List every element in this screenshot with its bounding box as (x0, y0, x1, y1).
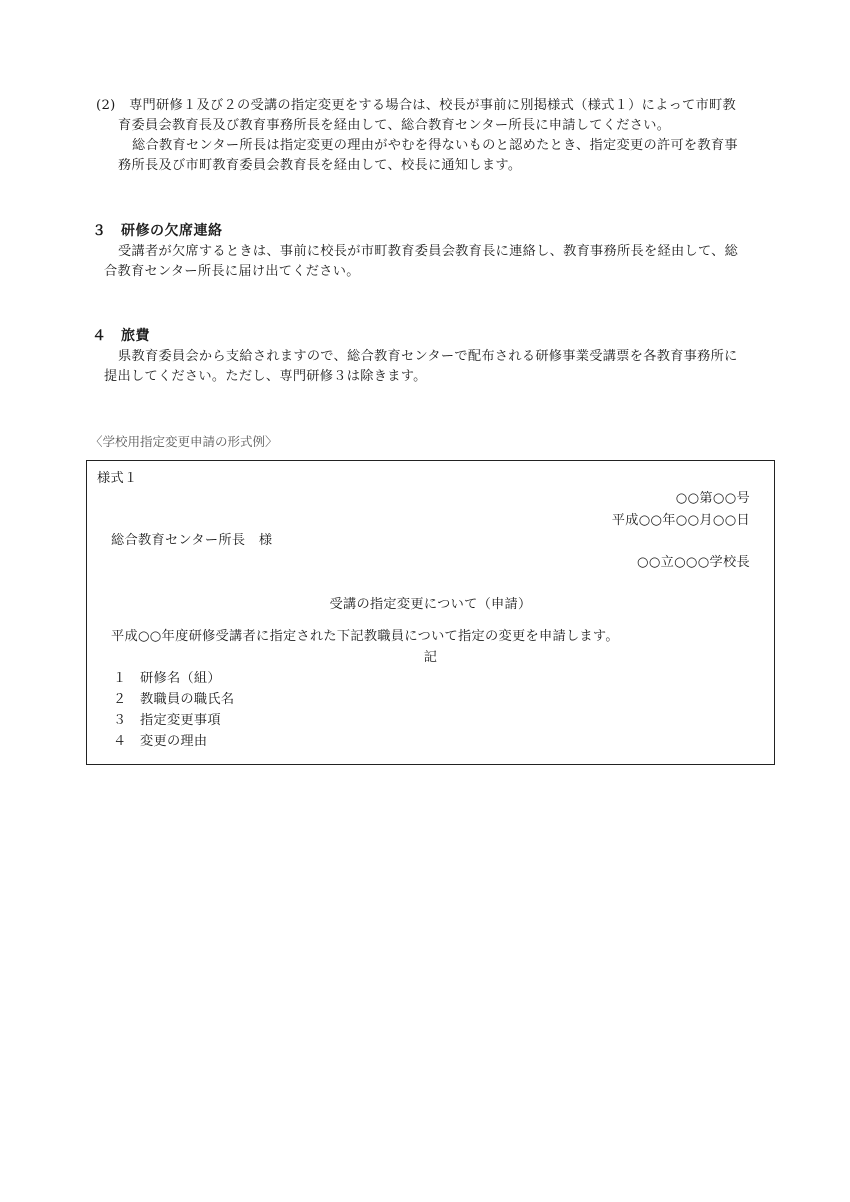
form-sender: ○○立○○○学校長 (637, 555, 750, 570)
section4-heading: ４ 旅費 (92, 328, 150, 344)
form-example-box (86, 460, 775, 765)
form-addressee: 総合教育センター所長 様 (111, 533, 273, 548)
form-style-label: 様式１ (97, 471, 138, 486)
form-item: ２ 教職員の職氏名 (113, 692, 235, 707)
section3-line1: 受講者が欠席するときは、事前に校長が市町教育委員会教育長に連絡し、教育事務所長を経由して、総 (118, 244, 739, 259)
section3-heading: ３ 研修の欠席連絡 (92, 223, 223, 239)
form-item: ３ 指定変更事項 (113, 713, 221, 728)
form-caption: 〈学校用指定変更申請の形式例〉 (90, 434, 278, 449)
section2-line4: 務所長及び市町教育委員会教育長を経由して、校長に通知します。 (118, 158, 522, 173)
section2-line2: 育委員会教育長及び教育事務所長を経由して、総合教育センター所長に申請してください。 (118, 118, 671, 133)
section2-line1: (2) 専門研修１及び２の受講の指定変更をする場合は、校長が事前に別掲様式（様式１）によって市町教 (96, 98, 737, 113)
form-item: ４ 変更の理由 (113, 734, 208, 749)
section4-line1: 県教育委員会から支給されますので、総合教育センターで配布される研修事業受講票を各教育事務所に (118, 349, 738, 364)
form-date: 平成○○年○○月○○日 (611, 513, 750, 528)
section2-line3: 総合教育センター所長は指定変更の理由がやむを得ないものと認めたとき、指定変更の許可を教育事 (132, 138, 738, 153)
form-item: １ 研修名（組） (113, 671, 221, 686)
form-doc-number: ○○第○○号 (675, 491, 750, 506)
section3-line2: 合教育センター所長に届け出てください。 (104, 264, 360, 279)
form-ki: 記 (423, 650, 438, 665)
form-title: 受講の指定変更について（申請） (329, 597, 532, 612)
section4-line2: 提出してください。ただし、専門研修３は除きます。 (104, 369, 427, 384)
form-body: 平成○○年度研修受講者に指定された下記教職員について指定の変更を申請します。 (111, 629, 619, 644)
